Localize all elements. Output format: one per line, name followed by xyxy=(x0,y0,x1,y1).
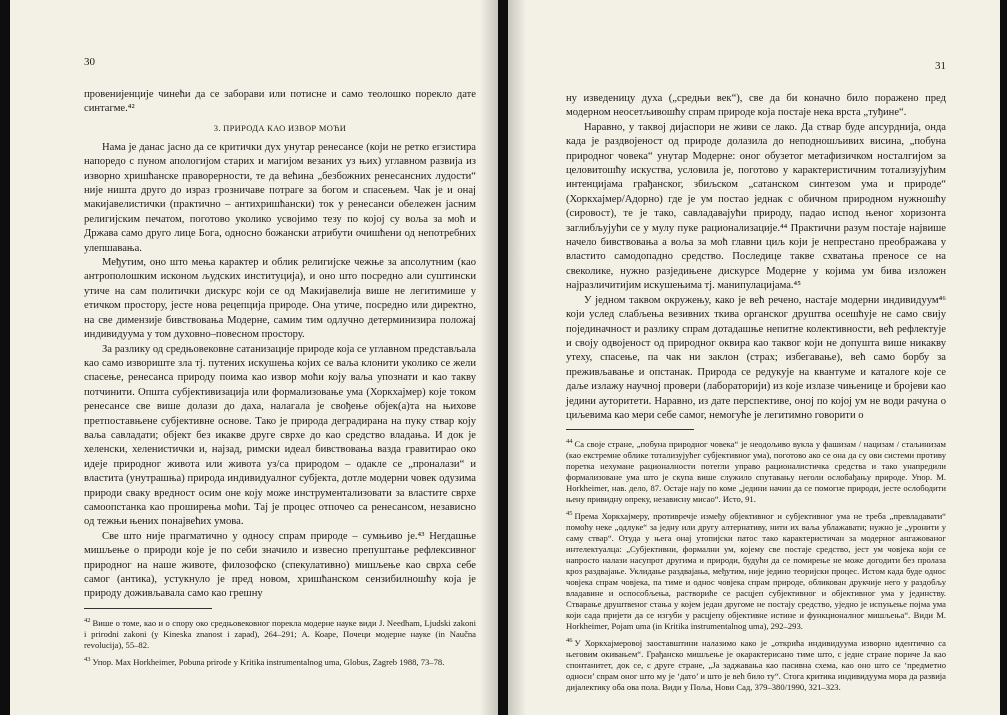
footnote xyxy=(566,635,946,693)
footnote-text: Са своје стране, „побуна природног човека“ је неодољиво вукла у фашизам / нацизам / стаљинизам (као екстремне облике тотализујућег субјективног ума), поготово ако се она да су ови системи противу поретка нехумане рационалности потегли управо рационалистичка средства и тако унапредили формализоване ума што је скупа више служило спутавању неголи ослобађању природе. Упор. M. Horkheimer, нав. дело, 87. Остаје нају по коме „једини начин да се помогне природи, јесте ослободити њену привидну опреку, независну мисао“. Исто, 91. xyxy=(566,439,946,505)
right-page xyxy=(508,0,1000,715)
footnote xyxy=(84,615,476,651)
paragraph: провенијенције чинећи да се заборави или потисне и само теолошко порекло дате синтагме.⁴² xyxy=(84,89,476,115)
page-number: 31 xyxy=(935,60,946,72)
paragraph: У једном таквом окружењу, како је већ речено, настаје модерни индивидуум⁴⁶ који услед слабљења везивних ткива органског друштва осешћује не само свију појединачност и разлику спрам дотадашње непитне колективности, већ рефлектује и своју одвојеност од природног оквира као таквог који не допушта више никакву утеху, спасење, па чак ни заклон (страх; избегавање), већ само борбу за преживљавање и опстанак. Природа се редукује на квантуме и каталоге које се даље излажу научној провери (лабораторији) из које излазе чињенице и бројеви као једини ауторитети. Наравно, из дате перспективе, оној по којој ум не води рачуна о циљевима као мери себе самог, немогуће је легитимно говорити о xyxy=(566,294,946,421)
footnote xyxy=(84,654,476,668)
paragraph: Међутим, оно што мења карактер и облик религијске чежње за апсолутним (као антрополошким исконом људских институција), и оно што посредно али суштински утиче на сам политички дискурс који се од Макијавелија више не легитимише у етичком простору, јесте нова рецепција природе. Она утиче, посредно или директно, на све димензије бивствовања Модерне, самим тим одлучно детерминизира положај индивидуума у том духовно–повесном простору. xyxy=(84,257,476,341)
footnote-number: 46 xyxy=(566,637,573,645)
footnote xyxy=(566,508,946,632)
left-page xyxy=(10,0,498,715)
paragraph: За разлику од средњовековне сатанизације природе која се углавном представљала као само извориште зла тј. путених искушења којих се ваља клонити уколико се жели спасење, ренесанса природу поима као извор моћи коју ваља упознати и као такву потчинити. Општа субјективизација или формализовање ума (Хоркхајмер) које током ренесансе све више долази до даха, налагала је свођење објек(а)та на њихове претпоставњене субјективне основе. Тако је природа деградирана на пуку ствар коју ваља савладати; објект без икакве друге сврхе до као средство владања. И док је хеленски, хеленистички и, најзад, римски идеал бивствовања вазда гравитирао око идеје природног живота или живота уз/са природом – одакле се „проналази“ и властита (унутрашња) природа индивидуалног субјекта, дотле модерни човек одузима природи сваку вредност осим оне коју може инструментализовати за властите сврхе самоопстанка као проширења моћи. Тај је процес отпочео са ренесансом, независно од тежњи њених понајвећих умова. xyxy=(84,343,476,528)
footnote-rule xyxy=(84,608,212,609)
paragraph: Све што није прагматично у односу спрам природе – сумњиво је.⁴³ Негдашње мишљење о природи које је по себи значило и извесно препуштање рефлексивног природног на наше животе, филозофско (спекулативно) мишљење као сврха себе самог (антика), устукнуло је пред новом, хришћанском сензибилношћу која је природу доживљавала само као грешну xyxy=(84,530,476,600)
footnote-number: 45 xyxy=(566,510,573,518)
paragraph: Наравно, у таквој дијаспори не живи се лако. Да ствар буде апсурднија, онда када је раздвојеност од природе долазила до неподношљивих висина, „побуна природног човека“ унутар Модерне: оног обузетог метафизичком носталгијом за целовитошћу искуства, условила је, поготово у карактеристичним тотализујућим интенцијама грађанског, збиљском „сатанском синтезом ума и природе“ (Хоркхајмер/Адорно) где је ум постао једнак с обичном природном нужношћу (сировост), те је тако, савладавајући природу, падао испод њеног хоризонта заглибљујући се у мулу пуке рационализације.⁴⁴ Практични разум постаје највише начело бивствовања а воља за моћ главни циљ који је непрестано преображава у властито самодопадно средство. Последице такве схватања преносе се на свеколике, нужно разједињене дискурсе Модерне у којима ум бива изложен најразличитијим искушењима тј. манипулацијама.⁴⁵ xyxy=(566,121,946,292)
paragraph: Нама је данас јасно да се критички дух унутар ренесансе (који не ретко егзистира напоредо с пуном апологијом старих и магијом везаних уз њих) углавном развија из изворно хришћанске праворерности, те да већина „безбожних ренесансних лудости“ није ништа друго до израз грозничаве потраге за богом и спасењем. Чак је и онај макијавелистички (практично – антихришћански) ток у ренесанси обележен јасним религијским печатом, поготово уколико усвојимо тезу по којој су воља за моћ и Држава само друго лице Бога, односно божански атрибути очишћени од непотребних улепшавања. xyxy=(84,141,476,254)
paragraph: ну изведеницу духа („средњи век“), све да би коначно било поражено пред модерном неосетљивошћу спрам природе која постаје нека врста „туђине“. xyxy=(566,93,946,119)
gutter-shadow xyxy=(508,0,526,715)
footnote-number: 43 xyxy=(84,655,91,663)
gutter-shadow xyxy=(480,0,498,715)
footnote-text: Према Хоркхајмеру, противречје између објективног и субјективног ума не треба „превладавати“ помоћу неке „одлуке“ за једну или другу алтернативу, нити их ваља ублажавати; нужно је „уронити у саму ствар“. Отуда у њега онај утопијски патос тако карактеристичан за модерног ангажованог интелектуалца: „Субјективни, формални ум, којему све постаје средство, јест ум човјека који се напросто налази насупрот другима и природи, будући да се помирење не може догодити без пролаза кроз раздвајање. Уклидање раздвајања, међутим, није једино теоријски процес. Истом када буде однос човјека спрам човјека, па тиме и однос човјека спрам природе, обликован друкчије него у раздобљу владавине и оспособљења, раствориће се расцјеп субјективног и објективног ума у јединству. Стварање друштвеног стања у којем један другоме не постају средство, уједно је испуњење појма ума који сада пријети да се изгуби у расцјепу објективне истине и функционалног мишљења“. Види M. Horkheimer, Pojam uma (in Kritika instrumentalnog uma), 292–293. xyxy=(566,511,946,632)
section-heading: 3. ПРИРОДА КАО ИЗВОР МОЋИ xyxy=(213,122,347,133)
footnote-number: 42 xyxy=(84,616,91,624)
footnote-number: 44 xyxy=(566,438,573,446)
footnote-text: Више о томе, као и о спору око средњовековног порекла модерне науке види J. Needham, Ljudski zakoni i prirodni zakoni (у Kineska znanost i zapad), 264–291; А. Коаре, Почеци модерне науке (in Naučna revolucija), 55–82. xyxy=(84,617,476,650)
footnote-text: Упор. Max Horkheimer, Pobuna prirode у Kritika instrumentalnog uma, Globus, Zagreb 1988, 73–78. xyxy=(92,656,445,667)
footnote xyxy=(566,436,946,505)
footnote-rule xyxy=(566,429,694,430)
page-number: 30 xyxy=(84,56,95,68)
footnote-text: У Хоркхајмеровој заоставштини налазимо како је „открића индивидуума изворно идентично са његовим окивањем“. Грађанско мишљење је окарактерисано тиме што, с једне стране пориче Ја као спонтанитет, док се, с друге стране, „Ја заджавања као пасивна схема, као оно што се ‘предметно односи’ спрам оног што му је ‘дато’ и што је већ било ту“. Стога критика индивидуума мора да развија дијалектику оба ова пола. Види у Поља, Нови Сад, 379–380/1990, 321–323. xyxy=(566,637,946,692)
